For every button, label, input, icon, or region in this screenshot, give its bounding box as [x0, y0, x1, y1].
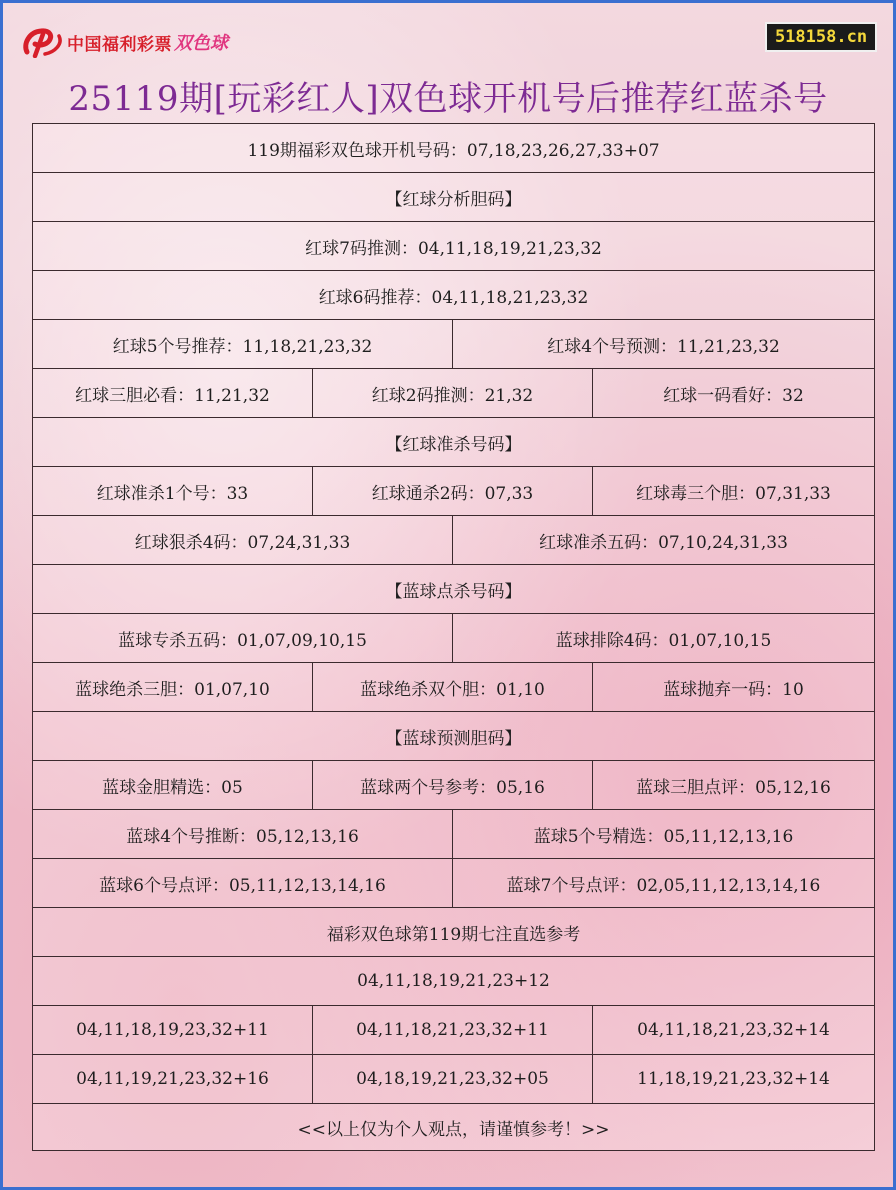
table-row	[33, 1055, 875, 1104]
table-cell: 红球狠杀4码：07,24,31,33	[33, 516, 453, 565]
table-cell: 蓝球抛弃一码：10	[593, 663, 875, 712]
table-cell: 红球准杀1个号：33	[33, 467, 313, 516]
table-cell: 04,11,18,21,23,32+11	[313, 1006, 593, 1055]
table-cell: 蓝球绝杀双个胆：01,10	[313, 663, 593, 712]
table-cell: 04,11,18,19,21,23+12	[33, 957, 875, 1006]
draw-result-cell: 119期福彩双色球开机号码：07,18,23,26,27,33+07	[33, 124, 875, 173]
page-title: 25119期[玩彩红人]双色球开机号后推荐红蓝杀号	[68, 79, 828, 119]
table-cell: 04,11,19,21,23,32+16	[33, 1055, 313, 1104]
prediction-table	[32, 123, 875, 1151]
logo-subtext: 双色球	[174, 33, 228, 54]
lottery-logo	[21, 25, 228, 59]
section-heading: 【蓝球点杀号码】	[33, 565, 875, 614]
table-row	[33, 663, 875, 712]
table-cell: 红球6码推荐：04,11,18,21,23,32	[33, 271, 875, 320]
table-cell: 蓝球4个号推断：05,12,13,16	[33, 810, 453, 859]
table-row	[33, 761, 875, 810]
section-heading: 福彩双色球第119期七注直选参考	[33, 908, 875, 957]
table-cell: 红球2码推测：21,32	[313, 369, 593, 418]
table-cell: 红球毒三个胆：07,31,33	[593, 467, 875, 516]
table-cell: 红球4个号预测：11,21,23,32	[453, 320, 875, 369]
table-row	[33, 859, 875, 908]
table-cell: 红球三胆必看：11,21,32	[33, 369, 313, 418]
table-row	[33, 614, 875, 663]
logo-text: 中国福利彩票	[67, 34, 172, 55]
header	[3, 3, 893, 123]
table-row	[33, 124, 875, 173]
table-row	[33, 810, 875, 859]
site-badge[interactable]: 518158.cn	[765, 22, 877, 52]
table-cell: 红球7码推测：04,11,18,19,21,23,32	[33, 222, 875, 271]
table-cell: 红球5个号推荐：11,18,21,23,32	[33, 320, 453, 369]
table-cell: 蓝球排除4码：01,07,10,15	[453, 614, 875, 663]
table-row	[33, 418, 875, 467]
table-cell: 蓝球5个号精选：05,11,12,13,16	[453, 810, 875, 859]
table-row	[33, 222, 875, 271]
table-row	[33, 957, 875, 1006]
table-cell: 蓝球金胆精选：05	[33, 761, 313, 810]
table-row	[33, 173, 875, 222]
table-cell: 蓝球7个号点评：02,05,11,12,13,14,16	[453, 859, 875, 908]
table-cell: 04,11,18,19,23,32+11	[33, 1006, 313, 1055]
section-heading: 【红球准杀号码】	[33, 418, 875, 467]
table-cell: 04,11,18,21,23,32+14	[593, 1006, 875, 1055]
table-row	[33, 1006, 875, 1055]
table-row	[33, 1104, 875, 1151]
table-row	[33, 565, 875, 614]
table-cell: 蓝球两个号参考：05,16	[313, 761, 593, 810]
table-cell: 04,18,19,21,23,32+05	[313, 1055, 593, 1104]
table-cell: 蓝球绝杀三胆：01,07,10	[33, 663, 313, 712]
disclaimer: <<以上仅为个人观点，请谨慎参考！>>	[33, 1104, 875, 1151]
table-cell: 红球一码看好：32	[593, 369, 875, 418]
table-row	[33, 369, 875, 418]
table-cell: 蓝球专杀五码：01,07,09,10,15	[33, 614, 453, 663]
table-row	[33, 320, 875, 369]
table-cell: 11,18,19,21,23,32+14	[593, 1055, 875, 1104]
lottery-logo-icon	[21, 26, 65, 58]
table-cell: 蓝球6个号点评：05,11,12,13,14,16	[33, 859, 453, 908]
table-cell: 蓝球三胆点评：05,12,16	[593, 761, 875, 810]
table-row	[33, 467, 875, 516]
table-cell: 红球通杀2码：07,33	[313, 467, 593, 516]
table-row	[33, 516, 875, 565]
table-row	[33, 908, 875, 957]
table-cell: 红球准杀五码：07,10,24,31,33	[453, 516, 875, 565]
table-row	[33, 271, 875, 320]
section-heading: 【蓝球预测胆码】	[33, 712, 875, 761]
table-row	[33, 712, 875, 761]
section-heading: 【红球分析胆码】	[33, 173, 875, 222]
